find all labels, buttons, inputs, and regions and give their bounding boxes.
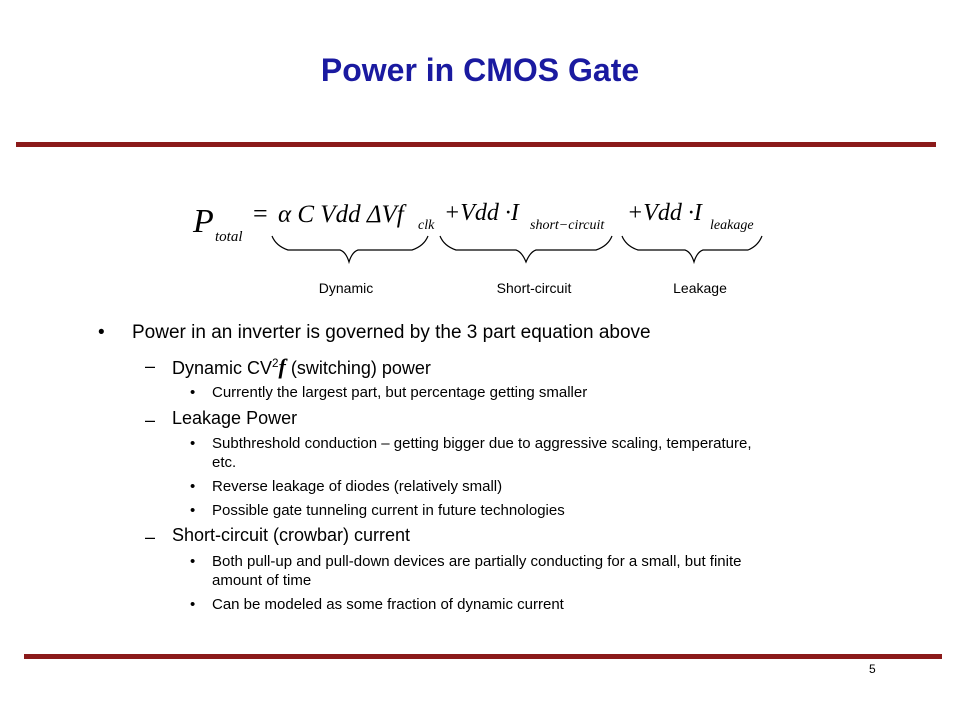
bullet-dynamic-superscript: 2 — [272, 357, 279, 370]
bottom-divider — [24, 654, 942, 659]
bullet-short-detail-2: Can be modeled as some fraction of dynamic current — [212, 596, 564, 613]
equation-short-subscript: short−circuit — [530, 218, 605, 233]
dash-marker: – — [145, 410, 156, 430]
bullet-leakage-detail-1-continued: etc. — [212, 454, 237, 471]
bullet-short-detail-1-continued: amount of time — [212, 572, 312, 589]
bullet-marker: • — [98, 322, 105, 343]
bullet-dynamic-detail: Currently the largest part, but percentage getting smaller — [212, 384, 588, 401]
equation-lhs-symbol: P — [193, 203, 214, 240]
bullet-dynamic-suffix: (switching) power — [285, 358, 431, 378]
equation-dynamic-term: α C Vdd ΔVf — [278, 201, 404, 228]
bullet-dynamic-f: f — [278, 354, 286, 379]
bullet-main: Power in an inverter is governed by the 3 part equation above — [132, 322, 651, 343]
bullet-leakage-detail-2: Reverse leakage of diodes (relatively small) — [212, 478, 503, 495]
equation-lhs-subscript: total — [215, 229, 243, 245]
slide-title: Power in CMOS Gate — [320, 52, 640, 88]
bullet-short-detail-1: Both pull-up and pull-down devices are partially conducting for a small, but finite — [212, 553, 742, 570]
equation-dynamic-subscript: clk — [418, 218, 435, 233]
bullet-leakage: Leakage Power — [172, 408, 298, 428]
sub-bullet-marker: • — [190, 502, 196, 519]
page-number: 5 — [869, 662, 876, 676]
leakage-label: Leakage — [673, 280, 727, 296]
dash-marker: – — [145, 356, 156, 376]
equation-leakage-term: +Vdd ·I — [627, 200, 702, 226]
equation-equals: = — [253, 199, 268, 228]
dash-marker: – — [145, 527, 156, 547]
sub-bullet-marker: • — [190, 435, 196, 452]
dynamic-label: Dynamic — [318, 280, 374, 296]
bullet-dynamic-prefix: Dynamic CV — [172, 358, 273, 378]
sub-bullet-marker: • — [190, 553, 196, 570]
equation-short-term: +Vdd ·I — [444, 200, 519, 226]
sub-bullet-marker: • — [190, 384, 196, 401]
sub-bullet-marker: • — [190, 596, 196, 613]
bullet-dynamic — [172, 354, 431, 380]
bullet-short-circuit: Short-circuit (crowbar) current — [172, 525, 411, 545]
bullet-leakage-detail-3: Possible gate tunneling current in future technologies — [212, 502, 565, 519]
sub-bullet-marker: • — [190, 478, 196, 495]
bullet-leakage-detail-1: Subthreshold conduction – getting bigger due to aggressive scaling, temperature, — [212, 435, 752, 452]
equation-leakage-subscript: leakage — [710, 218, 754, 233]
short-circuit-label: Short-circuit — [496, 280, 572, 296]
